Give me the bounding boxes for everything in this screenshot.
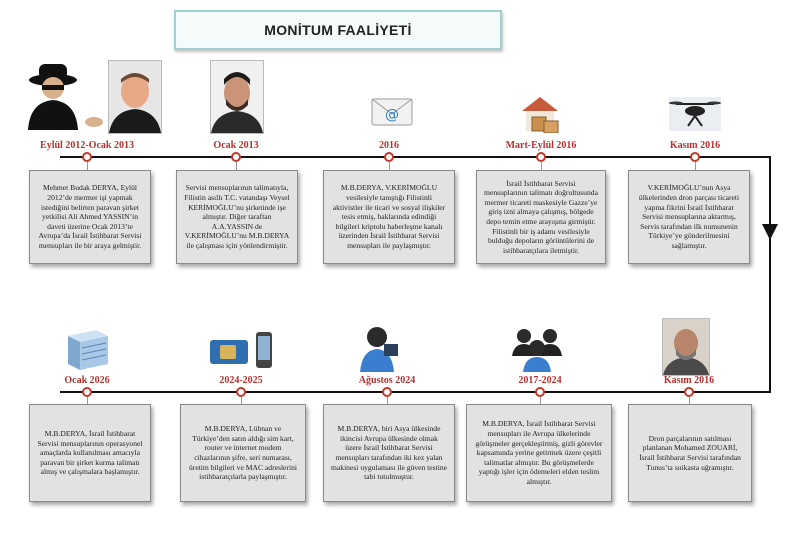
event-card xyxy=(628,170,750,264)
timeline-dot xyxy=(236,387,246,397)
event-date: Ağustos 2024 xyxy=(358,375,416,386)
event-card xyxy=(323,170,455,264)
handshake-icon xyxy=(84,116,104,128)
event-card xyxy=(29,404,151,502)
sim-phone-icon xyxy=(208,330,276,370)
event-date: Kasım 2016 xyxy=(663,375,715,386)
operator-icon xyxy=(354,324,400,372)
event-date: Ocak 2013 xyxy=(213,140,259,151)
spy-icon xyxy=(22,60,84,130)
event-text: Mehmet Budak DERYA, Eylül 2012’de mermer işi yapmak istediğini belirten paravan şirket yetkilisi Ali Ahmed YASSIN’in daveti üzerine Ocak 2013’te Avrupa’da İsrail İstihbarat Servisi mensupları ile bir araya gelmiştir. xyxy=(38,183,142,250)
event-text: M.B.DERYA, Lübnan ve Türkiye’den satın aldığı sim kart, router ve internet modem cihazlarının şifre, seri numarası, üretim bilgileri ve MAC adreslerini istihbaratçılarla paylaşmıştır. xyxy=(189,424,297,482)
event-card xyxy=(628,404,752,502)
event-date: Eylül 2012-Ocak 2013 xyxy=(40,140,134,151)
event-card xyxy=(466,404,612,502)
page-title: MONİTUM FAALİYETİ xyxy=(264,22,412,38)
event-connector xyxy=(87,397,88,404)
event-card xyxy=(180,404,306,502)
event-connector xyxy=(541,162,542,170)
event-card xyxy=(476,170,606,264)
timeline-dot xyxy=(684,387,694,397)
timeline-dot xyxy=(82,387,92,397)
timeline-dot xyxy=(536,152,546,162)
title-box xyxy=(174,10,502,50)
event-date: 2016 xyxy=(379,140,399,151)
event-date: Ocak 2026 xyxy=(64,375,110,386)
event-connector xyxy=(695,162,696,170)
event-text: M.B.DERYA, biri Asya ülkesinde ikincisi Avrupa ülkesinde olmak üzere İsrail İstihbarat Servisi mensupları tarafından iki kez yalan makinesi uygulaması ile güven testine tabi tutulmuştur. xyxy=(331,424,447,482)
timeline-top-line xyxy=(60,156,771,158)
event-card xyxy=(323,404,455,502)
timeline-dot xyxy=(382,387,392,397)
house-boxes-icon xyxy=(518,93,562,133)
event-date: 2024-2025 xyxy=(219,375,263,386)
event-date: Mart-Eylül 2016 xyxy=(505,140,577,151)
event-text: V.KERİMOĞLU’nun Asya ülkelerinden dron parçası ticareti yapma fikrini İsrail İstihbarat Servisi mensuplarına aktarmış, Servis tarafından ilk numunenin Türkiye’ye gönderilmesini sağlamıştır. xyxy=(638,183,740,250)
agents-icon xyxy=(510,324,564,372)
svg-text:@: @ xyxy=(385,107,399,123)
man-photo-2 xyxy=(210,60,264,134)
timeline-right-line xyxy=(769,156,771,393)
event-text: M.B.DERYA, İsrail İstihbarat Servisi mensuplarının operasyonel amaçlarda kullanılması amacıyla paravan bir şirket kurma talimatı almış ve çalışmalara başlamıştır. xyxy=(37,429,143,477)
timeline-dot xyxy=(231,152,241,162)
event-connector xyxy=(689,397,690,404)
timeline-dot xyxy=(535,387,545,397)
event-date: 2017-2024 xyxy=(518,375,562,386)
event-card xyxy=(176,170,298,264)
event-text: Servisi mensuplarının talimatıyla, Filistin asıllı T.C. vatandaşı Veysel KERİMOĞLU’nu şirketinde işe almıştır. Diğer taraftan A.A.YASSIN de V.KERİMOĞLU’nu M.B.DERYA ile çalışması için yönlendirmiştir. xyxy=(184,183,290,250)
event-text: M.B.DERYA, İsrail İstihbarat Servisi mensupları ile Avrupa ülkelerinde görüşmeler gerçekleştirmiş, gizli görevler kapsamında yerine getirmek üzere çeşitli talimatlar almıştır. Bu görüşmelerde yaptığı işler için ödemeleri elden teslim almıştır. xyxy=(475,419,603,486)
event-text: M.B.DERYA, V.KERİMOĞLU vesilesiyle tanıştığı Filistinli aktivistler ile ticari ve sosyal ilişkiler tesis etmiş, haklarında edindiği bilgileri kriptolu haberleşme kanalı üzerinden İsrail İstihbarat Servisi mensupları ile paylaşmıştır. xyxy=(332,183,446,250)
timeline-dot xyxy=(690,152,700,162)
event-connector xyxy=(540,397,541,404)
event-connector xyxy=(387,397,388,404)
event-connector xyxy=(389,162,390,170)
man-photo-1 xyxy=(108,60,162,134)
timeline-bottom-line xyxy=(60,391,771,393)
timeline-dot xyxy=(82,152,92,162)
drone-icon xyxy=(668,96,722,132)
event-date: Kasım 2016 xyxy=(669,140,721,151)
event-connector xyxy=(241,397,242,404)
event-connector xyxy=(236,162,237,170)
timeline-dot xyxy=(384,152,394,162)
event-card xyxy=(29,170,151,264)
zouari-photo xyxy=(662,318,710,376)
timeline-arrow-icon xyxy=(761,223,779,241)
event-text: İsrail İstihbarat Servisi mensuplarının talimatı doğrultusunda mermer ticareti maskesiyle Gazze’ye giriş izni almaya çalışmış, bölgede depo temin etme arayışına girmiştir. Filistinli bir iş adamı vesilesiyle bulduğu depoların görüntülerini de istihbaratçılara iletmiştir. xyxy=(484,178,598,255)
event-text: Dron parçalarının satılması planlanan Mohamed ZOUARİ, İsrail İstihbarat Servisi tarafından Tunus’ta suikasta uğramıştır. xyxy=(639,433,741,472)
server-icon xyxy=(62,326,112,372)
email-icon xyxy=(371,98,413,126)
event-connector xyxy=(87,162,88,170)
